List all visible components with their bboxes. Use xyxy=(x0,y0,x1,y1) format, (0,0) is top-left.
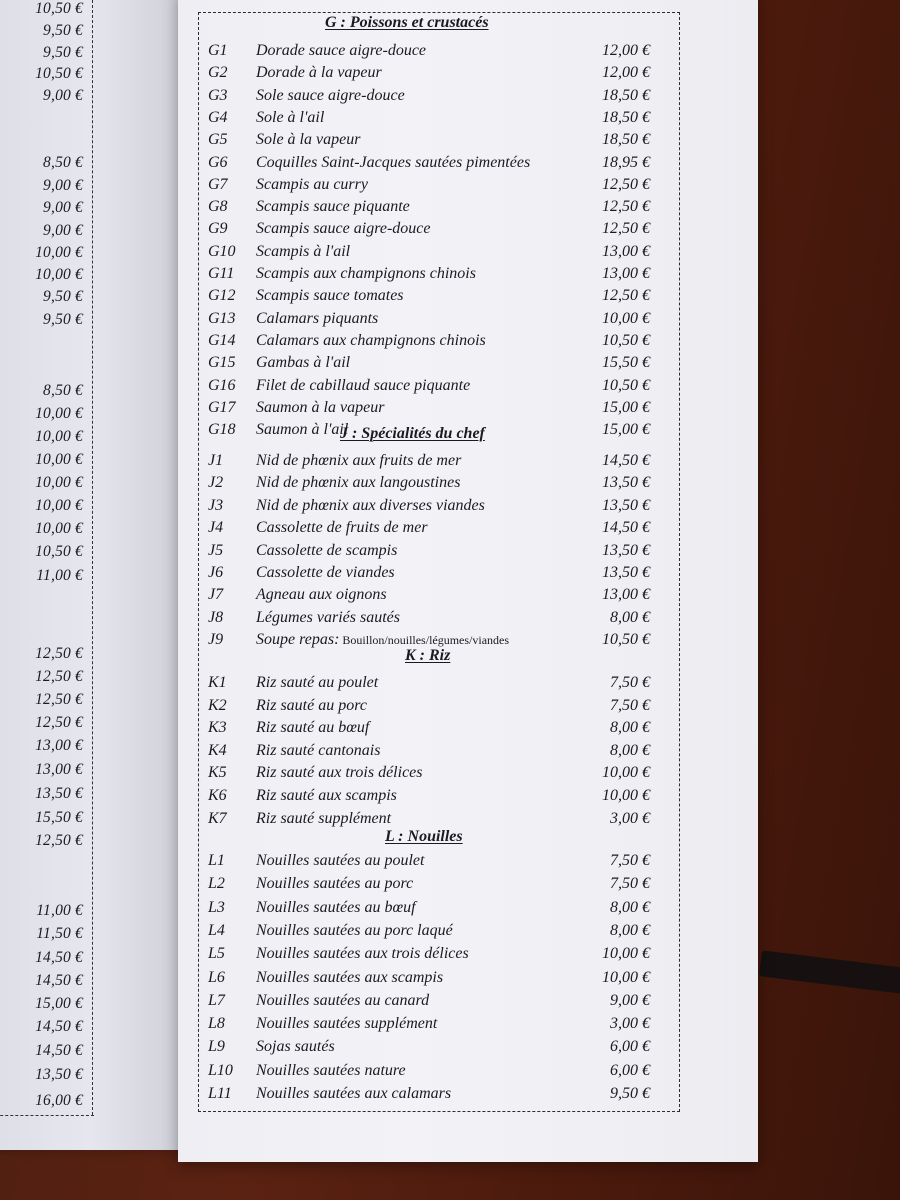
menu-item xyxy=(208,922,650,942)
menu-item-price: 18,50 € xyxy=(602,131,650,149)
left-price: 9,00 € xyxy=(43,87,83,104)
left-price: 14,50 € xyxy=(35,1042,83,1059)
menu-item-name xyxy=(256,810,391,828)
menu-item-code: G9 xyxy=(208,220,228,238)
left-price: 14,50 € xyxy=(35,949,83,966)
menu-item-name xyxy=(256,354,350,372)
menu-item-code: L10 xyxy=(208,1061,233,1079)
menu-item-name-text: Sole à l'ail xyxy=(256,108,325,126)
left-price: 10,00 € xyxy=(35,244,83,261)
menu-item-price: 14,50 € xyxy=(602,519,650,537)
menu-item xyxy=(208,1038,650,1058)
menu-item-price: 6,00 € xyxy=(610,1038,650,1056)
menu-item-name-text: Nouilles sautées supplément xyxy=(256,1015,438,1033)
left-price: 13,50 € xyxy=(35,785,83,802)
menu-item xyxy=(208,945,650,965)
menu-item-price: 9,50 € xyxy=(610,1085,650,1102)
menu-item-price: 7,50 € xyxy=(610,696,650,714)
menu-item-name-text: Soupe repas: xyxy=(256,631,340,649)
menu-item-price: 13,00 € xyxy=(602,265,650,282)
menu-item-name xyxy=(256,399,384,417)
menu-item-name-text: Calamars aux champignons chinois xyxy=(256,331,486,349)
menu-item-price: 7,50 € xyxy=(610,674,650,691)
left-price: 13,00 € xyxy=(35,737,83,754)
menu-item xyxy=(208,42,650,62)
menu-item-price: 13,00 € xyxy=(602,586,650,604)
menu-item-price: 8,00 € xyxy=(610,608,650,626)
menu-item-name xyxy=(256,697,367,715)
menu-item-code: L4 xyxy=(208,921,225,939)
menu-item-price: 8,00 € xyxy=(610,921,650,939)
menu-item-price: 3,00 € xyxy=(610,1015,650,1033)
menu-item-price: 3,00 € xyxy=(610,809,650,827)
menu-item-code: L3 xyxy=(208,898,225,916)
menu-item-name-text: Riz sauté supplément xyxy=(256,809,392,827)
menu-item-code: L5 xyxy=(208,945,225,963)
menu-item-name xyxy=(256,265,476,283)
menu-item-name-text: Saumon à l'ail xyxy=(256,421,349,439)
menu-item-price: 8,00 € xyxy=(610,741,650,759)
menu-item-code: G7 xyxy=(208,175,228,193)
menu-item-price: 10,00 € xyxy=(602,968,650,986)
menu-item-price: 15,00 € xyxy=(602,421,650,439)
menu-item-price: 18,50 € xyxy=(602,108,650,126)
menu-item-price: 14,50 € xyxy=(602,452,650,469)
menu-item xyxy=(208,243,650,263)
menu-item-name-text: Scampis aux champignons chinois xyxy=(256,265,476,282)
menu-item-name xyxy=(256,310,378,328)
menu-item-name-text: Riz sauté au bœuf xyxy=(256,719,370,737)
menu-item-name xyxy=(256,421,348,439)
left-price: 11,00 € xyxy=(36,567,83,584)
section-title: G : Poissons et crustacés xyxy=(325,14,489,31)
menu-item-name xyxy=(256,631,509,649)
menu-item-code: L11 xyxy=(208,1085,232,1102)
menu-item-name-text: Nid de phœnix aux diverses viandes xyxy=(256,496,485,514)
menu-item-code: G8 xyxy=(208,198,228,216)
menu-item-name xyxy=(256,87,405,105)
menu-item xyxy=(208,1085,650,1105)
menu-item-price: 8,00 € xyxy=(610,719,650,737)
menu-item xyxy=(208,787,650,807)
menu-item-name xyxy=(256,220,430,238)
left-menu-page xyxy=(0,0,180,1150)
menu-item-code: J1 xyxy=(208,452,224,469)
menu-item-code: K1 xyxy=(208,674,227,691)
left-price: 12,50 € xyxy=(35,645,83,662)
menu-item-name-text: Sole sauce aigre-douce xyxy=(256,86,405,104)
menu-item xyxy=(208,497,650,517)
menu-item-name-text: Gambas à l'ail xyxy=(256,354,351,372)
menu-item-code: G17 xyxy=(208,398,236,416)
menu-item xyxy=(208,154,650,174)
menu-item-name-text: Scampis sauce piquante xyxy=(256,198,410,216)
menu-item-name xyxy=(256,764,423,782)
menu-item-price: 7,50 € xyxy=(610,852,650,869)
menu-item-name xyxy=(256,922,453,940)
menu-item-code: G16 xyxy=(208,376,236,394)
menu-item-price: 7,50 € xyxy=(610,875,650,893)
left-price: 10,00 € xyxy=(35,520,83,537)
menu-item-code: J5 xyxy=(208,541,224,559)
menu-item-name-text: Agneau aux oignons xyxy=(256,586,387,604)
menu-item-name xyxy=(256,945,469,963)
menu-item xyxy=(208,764,650,784)
menu-item-price: 10,50 € xyxy=(602,331,650,349)
menu-item-name-text: Dorade sauce aigre-douce xyxy=(256,42,427,59)
menu-item xyxy=(208,399,650,419)
left-price: 10,00 € xyxy=(35,405,83,422)
left-price: 10,00 € xyxy=(35,451,83,468)
menu-item xyxy=(208,609,650,629)
menu-item-price: 15,00 € xyxy=(602,398,650,416)
menu-item-price: 13,50 € xyxy=(602,496,650,514)
menu-item-name xyxy=(256,452,461,470)
left-price: 9,00 € xyxy=(43,199,83,216)
menu-item-name-text: Coquilles Saint-Jacques sautées pimentées xyxy=(256,153,531,171)
menu-item-name xyxy=(256,719,369,737)
menu-item-price: 13,00 € xyxy=(602,242,650,260)
left-price: 13,00 € xyxy=(35,761,83,778)
menu-item xyxy=(208,899,650,919)
menu-item-name-text: Nouilles sautées aux scampis xyxy=(256,968,444,986)
menu-item-price: 12,00 € xyxy=(602,42,650,59)
left-price: 10,00 € xyxy=(35,497,83,514)
menu-item-name-text: Filet de cabillaud sauce piquante xyxy=(256,376,471,394)
menu-item-name xyxy=(256,176,368,194)
menu-item-name-text: Nouilles sautées au bœuf xyxy=(256,898,416,916)
menu-item-price: 18,50 € xyxy=(602,86,650,104)
menu-item-code: J9 xyxy=(208,631,224,649)
menu-item-name xyxy=(256,674,378,692)
menu-item-code: G3 xyxy=(208,86,228,104)
left-price: 9,50 € xyxy=(43,311,83,328)
left-price: 15,00 € xyxy=(35,995,83,1012)
menu-item-name-text: Riz sauté aux scampis xyxy=(256,787,397,804)
menu-item-name xyxy=(256,377,470,395)
menu-item-name-text: Riz sauté cantonais xyxy=(256,741,381,759)
left-page-dashed-border xyxy=(92,0,93,1115)
menu-item xyxy=(208,519,650,539)
menu-item-code: J7 xyxy=(208,586,224,604)
menu-item xyxy=(208,474,650,494)
menu-item-price: 13,50 € xyxy=(602,474,650,492)
menu-item-price: 12,50 € xyxy=(602,198,650,216)
menu-item-name-text: Scampis à l'ail xyxy=(256,242,351,260)
menu-item-name-text: Scampis au curry xyxy=(256,175,368,193)
menu-item-name-text: Riz sauté aux trois délices xyxy=(256,764,423,782)
menu-item-price: 10,00 € xyxy=(602,309,650,327)
menu-item-price: 8,00 € xyxy=(610,898,650,916)
left-price: 9,00 € xyxy=(43,177,83,194)
menu-item xyxy=(208,810,650,830)
menu-item xyxy=(208,875,650,895)
menu-item-name-text: Nouilles sautées au poulet xyxy=(256,852,425,869)
menu-item-name xyxy=(256,109,324,127)
menu-item-code: K7 xyxy=(208,809,227,827)
menu-item-name-text: Cassolette de fruits de mer xyxy=(256,519,428,537)
section-title: L : Nouilles xyxy=(385,828,463,845)
menu-item-name xyxy=(256,519,428,537)
menu-item-code: L2 xyxy=(208,875,225,893)
menu-item-price: 13,50 € xyxy=(602,564,650,581)
left-price: 9,50 € xyxy=(43,44,83,61)
left-price: 12,50 € xyxy=(35,691,83,708)
menu-item xyxy=(208,131,650,151)
left-price: 9,50 € xyxy=(43,288,83,305)
menu-item xyxy=(208,969,650,989)
menu-item-name xyxy=(256,1062,406,1080)
left-price: 8,50 € xyxy=(43,382,83,399)
menu-item-name xyxy=(256,742,380,760)
menu-item xyxy=(208,310,650,330)
left-price: 11,00 € xyxy=(36,902,83,919)
menu-item xyxy=(208,332,650,352)
strap xyxy=(759,950,900,995)
menu-item xyxy=(208,852,650,872)
menu-item-name-text: Nouilles sautées aux trois délices xyxy=(256,945,469,963)
menu-item-code: G18 xyxy=(208,421,236,439)
menu-item-name xyxy=(256,899,416,917)
left-price: 9,00 € xyxy=(43,222,83,239)
menu-item-name xyxy=(256,154,530,172)
menu-item-code: G15 xyxy=(208,354,236,372)
menu-item-code: G2 xyxy=(208,64,228,82)
menu-item-name-text: Cassolette de scampis xyxy=(256,541,398,559)
menu-item-name xyxy=(256,1085,451,1103)
menu-item xyxy=(208,742,650,762)
menu-item-price: 12,50 € xyxy=(602,175,650,193)
menu-item-note: Bouillon/nouilles/légumes/viandes xyxy=(342,633,510,648)
menu-item-name xyxy=(256,609,400,627)
menu-item-code: G11 xyxy=(208,265,235,282)
menu-item-name xyxy=(256,992,429,1010)
menu-item-name xyxy=(256,875,413,893)
menu-item-code: K5 xyxy=(208,764,227,782)
menu-item-name-text: Nouilles sautées au porc laqué xyxy=(256,921,453,939)
menu-item-name-text: Calamars piquants xyxy=(256,309,379,327)
menu-item-price: 10,50 € xyxy=(602,376,650,394)
menu-item-name xyxy=(256,243,350,261)
left-price: 10,50 € xyxy=(35,65,83,82)
menu-item-name-text: Nid de phœnix aux fruits de mer xyxy=(256,452,462,469)
menu-item-name-text: Nouilles sautées au porc xyxy=(256,875,414,893)
menu-item-code: L1 xyxy=(208,852,225,869)
menu-item xyxy=(208,992,650,1012)
menu-item-code: G6 xyxy=(208,153,228,171)
menu-item xyxy=(208,674,650,694)
menu-item-code: G12 xyxy=(208,287,236,305)
left-price: 9,50 € xyxy=(43,22,83,39)
menu-item-name-text: Nid de phœnix aux langoustines xyxy=(256,474,461,492)
left-price: 12,50 € xyxy=(35,668,83,685)
menu-item-name xyxy=(256,287,404,305)
menu-item-name xyxy=(256,1038,335,1056)
menu-item xyxy=(208,452,650,472)
menu-item-code: K2 xyxy=(208,696,227,714)
menu-item xyxy=(208,586,650,606)
menu-item-price: 10,00 € xyxy=(602,764,650,782)
menu-item-code: L7 xyxy=(208,991,225,1009)
menu-item-code: K6 xyxy=(208,787,227,804)
section-title: J : Spécialités du chef xyxy=(340,425,485,442)
menu-item-code: L6 xyxy=(208,968,225,986)
menu-item xyxy=(208,377,650,397)
menu-item xyxy=(208,87,650,107)
menu-item xyxy=(208,198,650,218)
menu-item-name-text: Sojas sautés xyxy=(256,1038,335,1056)
menu-item-code: G5 xyxy=(208,131,228,149)
left-price: 10,00 € xyxy=(35,474,83,491)
menu-item-name xyxy=(256,1015,437,1033)
menu-item-code: G4 xyxy=(208,108,228,126)
left-price: 14,50 € xyxy=(35,972,83,989)
menu-item-price: 12,50 € xyxy=(602,287,650,305)
menu-item-price: 6,00 € xyxy=(610,1061,650,1079)
menu-item-name xyxy=(256,474,460,492)
left-price: 10,00 € xyxy=(35,428,83,445)
menu-item-name-text: Nouilles sautées nature xyxy=(256,1061,406,1079)
menu-item-name xyxy=(256,564,395,582)
menu-item-code: K3 xyxy=(208,719,227,737)
menu-item-code: G1 xyxy=(208,42,228,59)
menu-item-price: 12,50 € xyxy=(602,220,650,238)
menu-item xyxy=(208,265,650,285)
menu-item xyxy=(208,287,650,307)
menu-item xyxy=(208,1062,650,1082)
menu-item-price: 9,00 € xyxy=(610,991,650,1009)
menu-item-code: J4 xyxy=(208,519,224,537)
left-price: 8,50 € xyxy=(43,154,83,171)
menu-item-name-text: Nouilles sautées au canard xyxy=(256,991,430,1009)
menu-item-name-text: Riz sauté au poulet xyxy=(256,674,379,691)
menu-item-name-text: Dorade à la vapeur xyxy=(256,64,382,82)
left-page-dashed-border-bottom xyxy=(0,1115,94,1116)
menu-item-price: 10,00 € xyxy=(602,945,650,963)
section-title: K : Riz xyxy=(405,647,451,664)
menu-item-price: 10,00 € xyxy=(602,787,650,804)
menu-item xyxy=(208,542,650,562)
left-price: 10,50 € xyxy=(35,0,83,17)
menu-item-name xyxy=(256,64,382,82)
menu-item-name-text: Scampis sauce tomates xyxy=(256,287,404,305)
left-price: 11,50 € xyxy=(36,925,83,942)
menu-item-code: J6 xyxy=(208,564,224,581)
left-price: 15,50 € xyxy=(35,809,83,826)
menu-item xyxy=(208,64,650,84)
left-price: 10,00 € xyxy=(35,266,83,283)
menu-item-price: 10,50 € xyxy=(602,631,650,649)
menu-item-price: 12,00 € xyxy=(602,64,650,82)
menu-item xyxy=(208,564,650,584)
menu-item xyxy=(208,354,650,374)
menu-item-name-text: Saumon à la vapeur xyxy=(256,398,385,416)
menu-item-name xyxy=(256,542,397,560)
menu-item-price: 13,50 € xyxy=(602,541,650,559)
left-price: 10,50 € xyxy=(35,543,83,560)
menu-item-name xyxy=(256,586,387,604)
left-price: 14,50 € xyxy=(35,1018,83,1035)
menu-item xyxy=(208,176,650,196)
menu-item-name-text: Cassolette de viandes xyxy=(256,564,395,581)
menu-item-code: G10 xyxy=(208,242,236,260)
menu-item-name-text: Scampis sauce aigre-douce xyxy=(256,220,431,238)
menu-item-name-text: Nouilles sautées aux calamars xyxy=(256,1085,452,1102)
left-price: 16,00 € xyxy=(35,1092,83,1109)
menu-item-name-text: Sole à la vapeur xyxy=(256,131,361,149)
menu-item-name xyxy=(256,852,424,870)
menu-item-code: K4 xyxy=(208,741,227,759)
menu-item xyxy=(208,109,650,129)
menu-item-name-text: Riz sauté au porc xyxy=(256,696,367,714)
menu-item-price: 15,50 € xyxy=(602,354,650,372)
left-price: 12,50 € xyxy=(35,714,83,731)
menu-item xyxy=(208,1015,650,1035)
menu-item-code: L8 xyxy=(208,1015,225,1033)
menu-item-name xyxy=(256,131,360,149)
left-price: 13,50 € xyxy=(35,1066,83,1083)
menu-item-name xyxy=(256,42,426,60)
menu-item-name xyxy=(256,332,486,350)
menu-item-price: 18,95 € xyxy=(602,153,650,171)
menu-item-code: G14 xyxy=(208,331,236,349)
menu-item-code: G13 xyxy=(208,309,236,327)
menu-item-name xyxy=(256,198,410,216)
menu-item xyxy=(208,697,650,717)
menu-item-name xyxy=(256,497,485,515)
menu-item-name xyxy=(256,787,397,805)
menu-item-name xyxy=(256,969,443,987)
menu-item-code: J3 xyxy=(208,496,224,514)
menu-item-code: J8 xyxy=(208,608,224,626)
menu-item-code: J2 xyxy=(208,474,224,492)
left-price: 12,50 € xyxy=(35,832,83,849)
menu-item-name-text: Légumes variés sautés xyxy=(256,608,400,626)
menu-item xyxy=(208,719,650,739)
menu-item-code: L9 xyxy=(208,1038,225,1056)
menu-item xyxy=(208,220,650,240)
